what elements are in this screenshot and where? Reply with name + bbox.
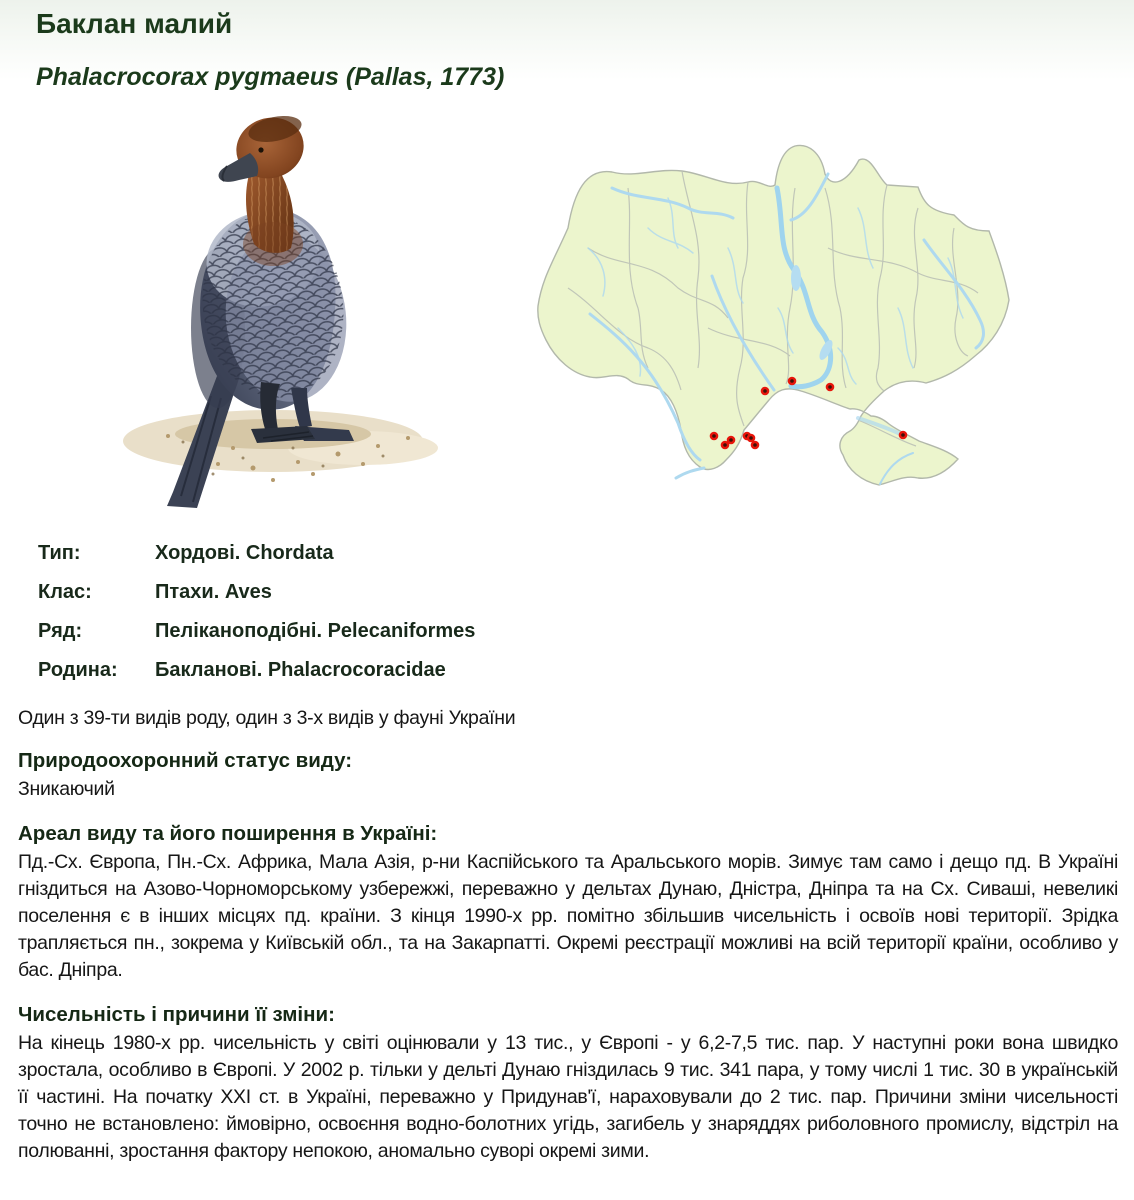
distribution-dot-core xyxy=(753,443,757,447)
distribution-dot-core xyxy=(712,434,716,438)
bird-head xyxy=(219,109,312,187)
ukraine-distribution-map xyxy=(528,128,1048,498)
taxonomy-row-type xyxy=(38,542,1134,565)
section-population xyxy=(18,1003,1118,1165)
taxonomy-label: Тип: xyxy=(38,542,81,564)
population-text: На кінець 1980-х рр. чисельність у світі оцінювали у 13 тис., у Європі - у 6,2-7,5 тис. пар. У наступні роки вона швидко зростала, особливо в Європі. У 2002 р. тільки у дельті Дунаю гніздилась 9 тис. 341 пара, у тому числі 1 тис. 30 в українській її частині. На початку XXI ст. в Україні, переважно у Придунав'ї, нараховували до 2 тис. пар. Причини зміни чисельності точно не встановлено: ймовірно, освоєння водно-болотних угідь, загибель у знаряддях риболовного промислу, відстріл на полюванні, зростання фактору непокою, аномально суворі окремі зими. xyxy=(18,1032,1118,1162)
taxonomy-value: Пеліканоподібні. Pelecaniformes xyxy=(155,620,476,642)
page-title: Баклан малий xyxy=(36,8,233,39)
distribution-dot-core xyxy=(828,385,832,389)
section-heading: Природоохоронний статус виду: xyxy=(18,749,353,772)
bird-illustration xyxy=(123,96,453,516)
taxonomy-label: Клас: xyxy=(38,581,92,603)
scientific-name: Phalacrocorax pygmaeus (Pallas, 1773) xyxy=(36,63,505,91)
article-body xyxy=(18,707,1118,1165)
sand-ground xyxy=(123,410,438,482)
status-value: Зникаючий xyxy=(18,778,115,800)
taxonomy-row-order xyxy=(38,620,1134,643)
bird-legs xyxy=(251,382,354,443)
bird-eye xyxy=(258,147,263,152)
section-range xyxy=(18,822,1118,984)
distribution-dot-core xyxy=(723,443,727,447)
taxonomy-label: Ряд: xyxy=(38,620,83,642)
taxonomy-label: Родина: xyxy=(38,659,118,681)
taxonomy-row-class xyxy=(38,581,1134,604)
ukraine-outline xyxy=(538,145,1009,485)
section-heading: Ареал виду та його поширення в Україні: xyxy=(18,822,438,845)
distribution-dot-core xyxy=(790,379,794,383)
section-heading: Чисельність і причини її зміни: xyxy=(18,1003,335,1026)
taxonomy-table xyxy=(38,542,1134,682)
distribution-dot-core xyxy=(729,438,733,442)
taxonomy-value: Бакланові. Phalacrocoracidae xyxy=(155,659,446,681)
figures-row xyxy=(0,92,1134,530)
distribution-dot-core xyxy=(749,436,753,440)
section-conservation-status xyxy=(18,749,1118,803)
taxonomy-value: Птахи. Aves xyxy=(155,581,272,603)
genus-species-count: Один з 39-ти видів роду, один з 3-х видів у фауні України xyxy=(18,707,516,729)
taxonomy-value: Хордові. Chordata xyxy=(155,542,334,564)
distribution-dot-core xyxy=(901,433,905,437)
taxonomy-row-family xyxy=(38,659,1134,682)
range-text: Пд.-Сх. Європа, Пн.-Сх. Африка, Мала Азія, р-ни Каспійського та Аральського морів. Зимує там само і дещо пд. В Україні гніздиться на Азово-Чорноморському узбережжі, переважно у дельтах Дунаю, Дністра, Дніпра та на Сх. Сиваші, невеликі поселення є в інших місцях пд. країни. З кінця 1990-х рр. помітно збільшив чисельність і освоїв нові території. Зрідка трапляється пн., зокрема у Київській обл., та на Закарпатті. Окремі реєстрації можливі на всій території країни, особливо у бас. Дніпра. xyxy=(18,851,1118,981)
distribution-dot-core xyxy=(763,389,767,393)
